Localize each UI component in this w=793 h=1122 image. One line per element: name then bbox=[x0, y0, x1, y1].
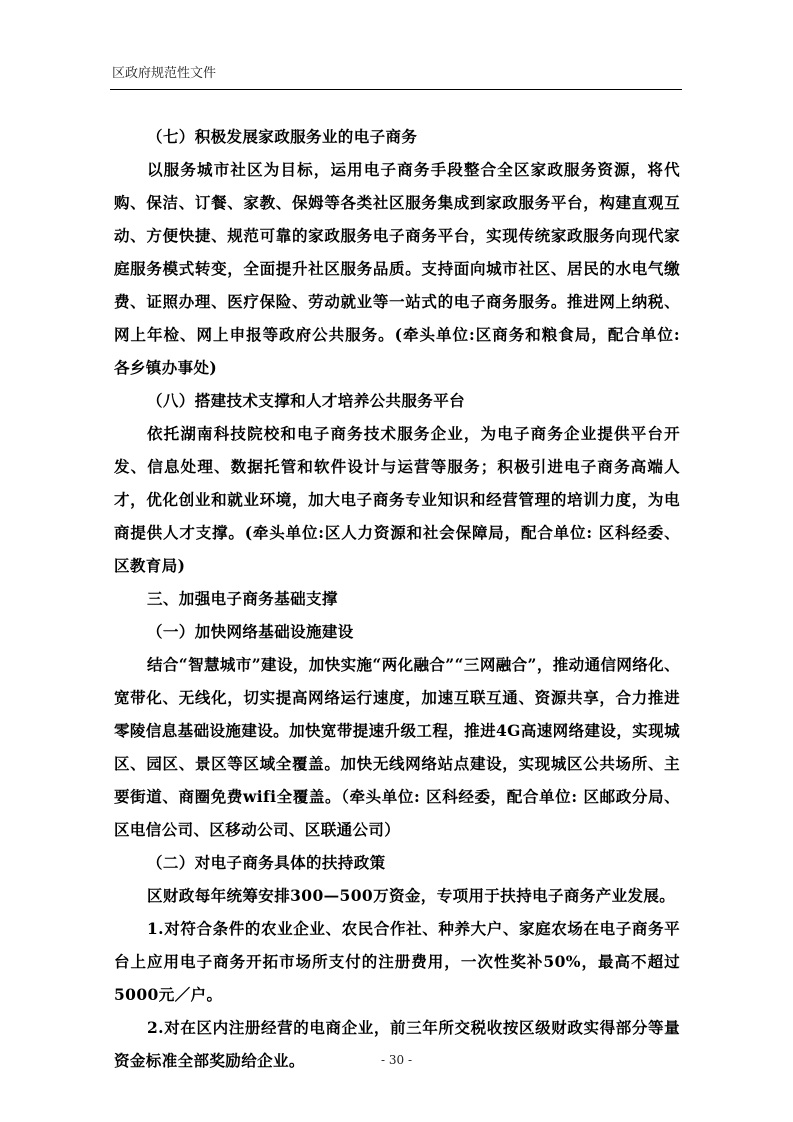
page-number: - 30 - bbox=[380, 1053, 412, 1067]
chapter-heading-3: 三、加强电子商务基础支撑 bbox=[147, 589, 338, 608]
section-heading-8: （八）搭建技术支撑和人才培养公共服务平台 bbox=[147, 391, 466, 410]
header-divider bbox=[110, 89, 682, 90]
paragraph-tech-support: 依托湖南科技院校和电子商务技术服务企业，为电子商务企业提供平台开发、信息处理、数据托管和软件设计与运营等服务；积极引进电子商务高端人才，优化创业和就业环境，加大电子商务专业知识和经营管理的培训力度，为电商提供人才支撑。(牵头单位:区人力资源和社会保障局，配合单位: 区科经委、区教育局) bbox=[114, 424, 680, 575]
paragraph-funding: 区财政每年统筹安排300—500万资金，专项用于扶持电子商务产业发展。 bbox=[147, 886, 676, 905]
section-heading-7: （七）积极发展家政服务业的电子商务 bbox=[147, 127, 418, 146]
document-header-title: 区政府规范性文件 bbox=[112, 66, 217, 81]
paragraph-policy-2: 2.对在区内注册经营的电商企业，前三年所交税收按区级财政实得部分等量资金标准全部奖励给企业。 bbox=[114, 1018, 680, 1070]
paragraph-policy-1: 1.对符合条件的农业企业、农民合作社、种养大户、家庭农场在电子商务平台上应用电子商务开拓市场所支付的注册费用，一次性奖补50%，最高不超过5000元／户。 bbox=[114, 919, 680, 1004]
section-heading-3-1: （一）加快网络基础设施建设 bbox=[147, 622, 354, 641]
paragraph-home-services: 以服务城市社区为目标，运用电子商务手段整合全区家政服务资源，将代购、保洁、订餐、家教、保姆等各类社区服务集成到家政服务平台，构建直观互动、方便快捷、规范可靠的家政服务电子商务平台，实现传统家政服务向现代家庭服务模式转变，全面提升社区服务品质。支持面向城市社区、居民的水电气缴费、证照办理、医疗保险、劳动就业等一站式的电子商务服务。推进网上纳税、网上年检、网上申报等政府公共服务。(牵头单位:区商务和粮食局，配合单位: 各乡镇办事处) bbox=[114, 160, 680, 377]
section-heading-3-2: （二）对电子商务具体的扶持政策 bbox=[147, 853, 386, 872]
document-body bbox=[114, 120, 680, 1077]
paragraph-network-infrastructure: 结合“智慧城市”建设，加快实施“两化融合”“三网融合”，推动通信网络化、宽带化、无线化，切实提高网络运行速度，加速互联互通、资源共享，合力推进零陵信息基础设施建设。加快宽带提速升级工程，推进4G高速网络建设，实现城区、园区、景区等区域全覆盖。加快无线网络站点建设，实现城区公共场所、主要街道、商圈免费wifi全覆盖。（牵头单位: 区科经委，配合单位: 区邮政分局、区电信公司、区移动公司、区联通公司） bbox=[114, 655, 680, 839]
